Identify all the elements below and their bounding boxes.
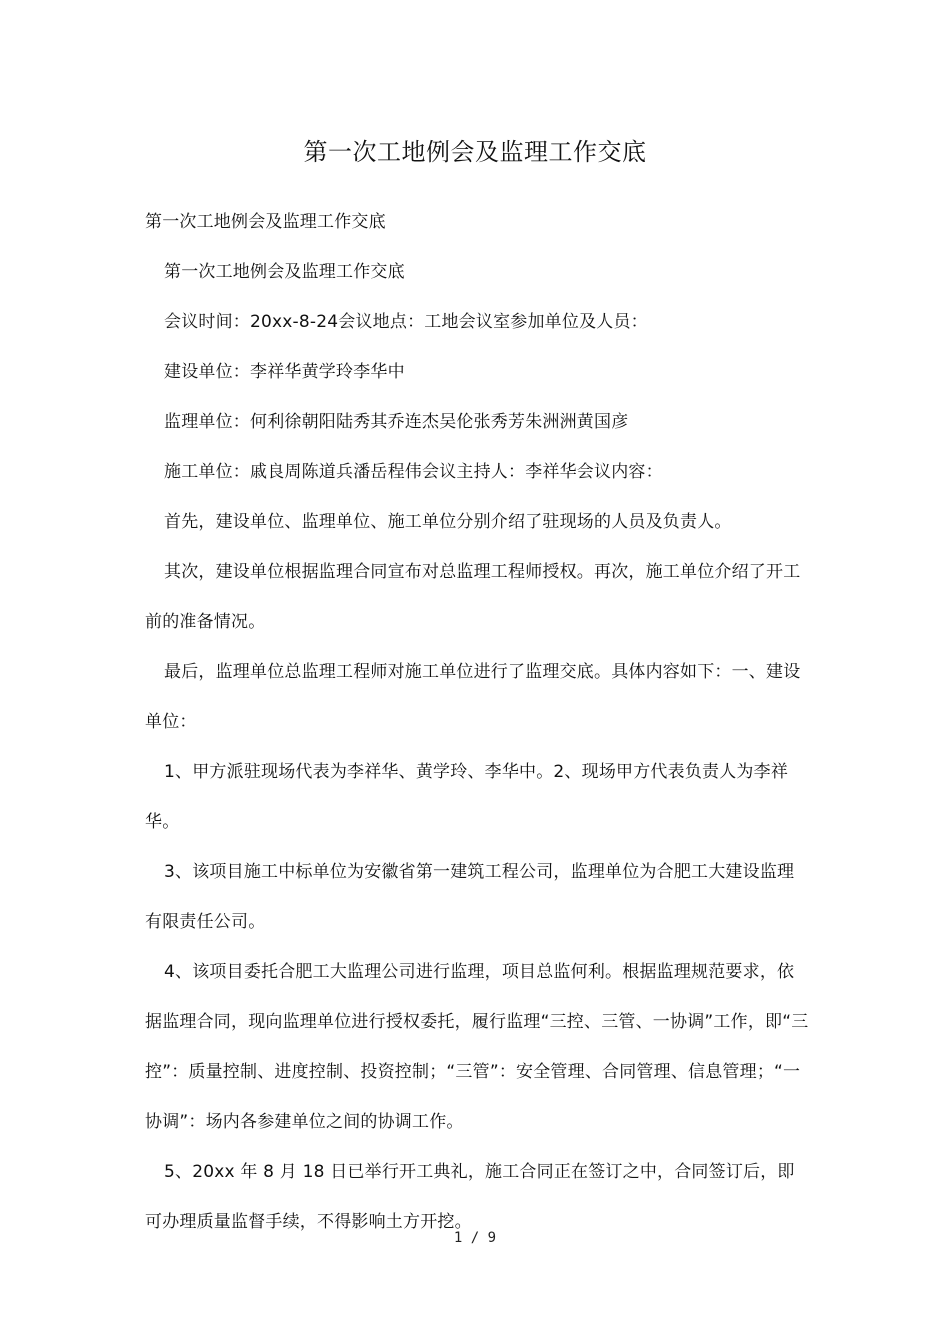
paragraph-second: 其次，建设单位根据监理合同宣布对总监理工程师授权。再次，施工单位介绍了开工前的准备情况。	[145, 562, 801, 632]
paragraph-item-1-2: 1、甲方派驻现场代表为李祥华、黄学玲、李华中。2、现场甲方代表负责人为李祥华。	[145, 762, 789, 832]
document-body	[145, 197, 810, 1247]
paragraph-contractor-unit: 施工单位：戚良周陈道兵潘岳程伟会议主持人：李祥华会议内容：	[164, 462, 663, 482]
document-title: 第一次工地例会及监理工作交底​	[303, 138, 647, 166]
paragraph-construction-unit: 建设单位：李祥华黄学玲李华中	[164, 362, 405, 382]
paragraph-item-3: 3、该项目施工中标单位为安徽省第一建筑工程公司，监理单位为合肥工大建设监理有限责任公司。	[145, 862, 795, 932]
paragraph-item-4: 4、该项目委托合肥工大监理公司进行监理，项目总监何利。根据监理规范要求，依据监理合同，现向监理单位进行授权委托，履行监理“三控、三管、一协调”工作，即“三控”：质量控制、进度控制、投资控制；“三管”：安全管理、合同管理、信息管理；“一协调”：场内各参建单位之间的协调工作。	[145, 962, 809, 1132]
paragraph-first: 首先，建设单位、监理单位、施工单位分别介绍了驻现场的人员及负责人。	[164, 512, 732, 532]
paragraph-last: 最后，监理单位总监理工程师对施工单位进行了监理交底。具体内容如下：一、建设单位：	[145, 662, 801, 732]
paragraph-heading-repeat: 第一次工地例会及监理工作交底	[145, 212, 386, 232]
paragraph-supervision-unit: 监理单位：何利徐朝阳陆秀其乔连杰吴伦张秀芳朱洲洲黄国彦	[164, 412, 629, 432]
paragraph-meeting-info: 会议时间：20xx-8-24会议地点：工地会议室参加单位及人员：	[164, 312, 648, 332]
paragraph-item-5: 5、20xx 年 8 月 18 日已举行开工典礼，施工合同正在签订之中，合同签订后，即可办理质量监督手续，不得影响土方开挖。	[145, 1162, 795, 1232]
paragraph-heading: 第一次工地例会及监理工作交底	[164, 262, 405, 282]
page-indicator: 1 / 9	[453, 1230, 497, 1246]
